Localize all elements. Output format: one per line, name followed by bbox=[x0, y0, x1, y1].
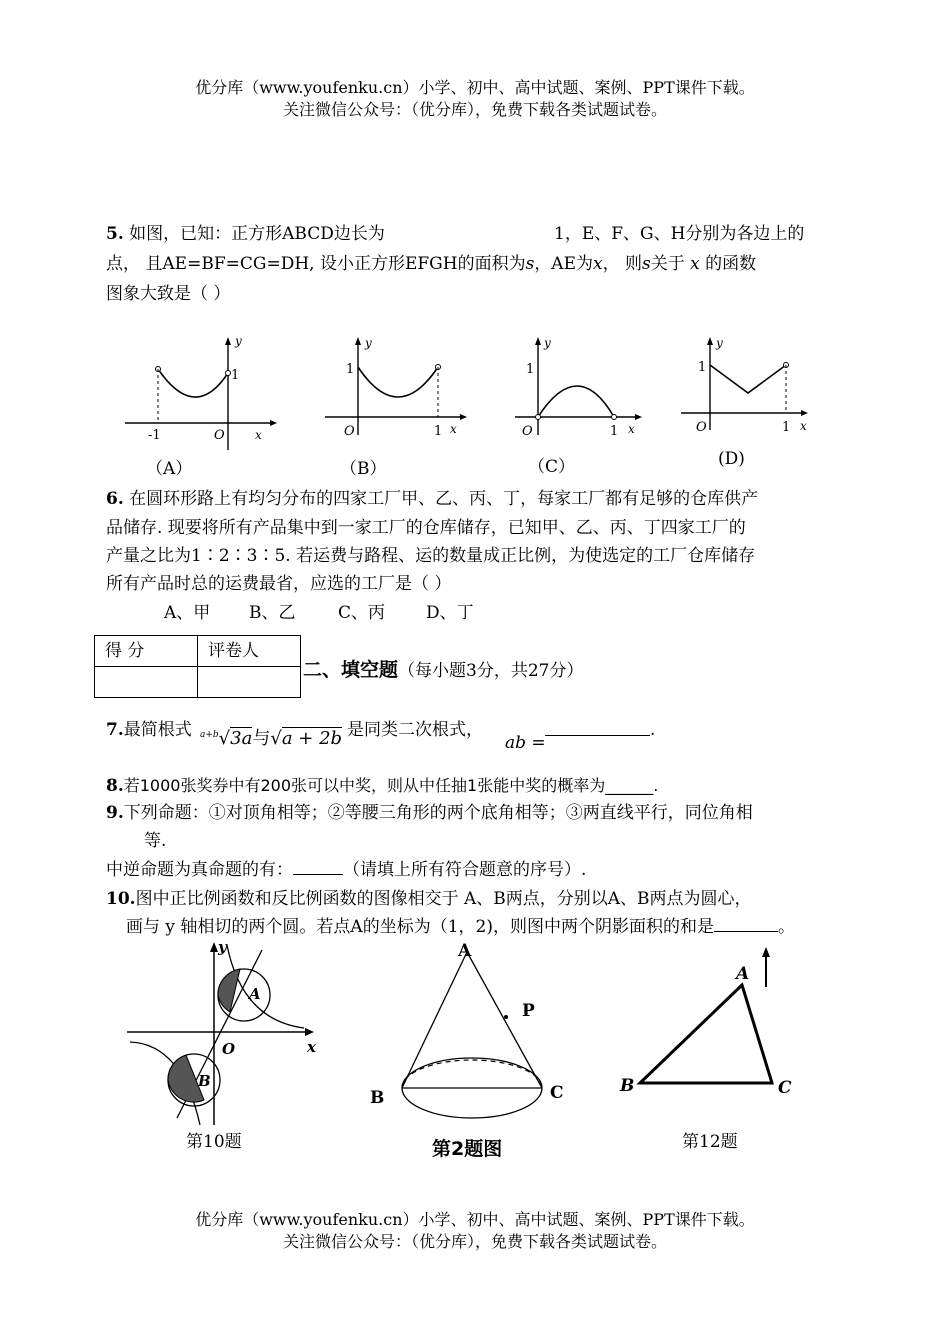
graph-c-one-x-label: 1 bbox=[610, 424, 619, 439]
q9-line-1 bbox=[106, 798, 753, 828]
q7-ab: ab = bbox=[505, 733, 546, 753]
q7-number: 7. bbox=[106, 720, 124, 740]
graph-b-x-label: x bbox=[450, 422, 457, 436]
q7-end: . bbox=[650, 720, 656, 740]
q7-root-index: a+b bbox=[200, 730, 219, 740]
header-line-1: 优分库（www.youfenku.cn）小学、初中、高中试题、案例、PPT课件下载。 bbox=[195, 78, 755, 97]
q6-option-d: D、丁 bbox=[426, 603, 474, 623]
graph-c-x-label: x bbox=[628, 422, 635, 436]
q7-and: 与 bbox=[252, 728, 271, 749]
q10-line-2a: 画与 y 轴相切的两个圆。若点A的坐标为（1，2)，则图中两个阴影面积的和是 bbox=[126, 917, 714, 937]
graph-b bbox=[320, 335, 470, 445]
q6-line-4: 所有产品时总的运费最省，应选的工厂是（ ） bbox=[106, 574, 452, 594]
q10-number: 10. bbox=[106, 889, 136, 909]
fig10-x-label: x bbox=[307, 1038, 316, 1056]
graph-b-one-x-label: 1 bbox=[434, 424, 443, 439]
graph-d-y-label: y bbox=[716, 336, 723, 350]
q5-line-3: 图象大致是（ ） bbox=[106, 284, 231, 304]
q5-line-2c: ， 则 bbox=[602, 254, 642, 274]
q7-line bbox=[106, 715, 192, 745]
graph-c-origin-label: O bbox=[522, 424, 533, 439]
q6-line-1-text: 在圆环形路上有均匀分布的四家工厂甲、乙、丙、丁，每家工厂都有足够的仓库供产 bbox=[129, 489, 759, 509]
q7-pre: 最简根式 bbox=[123, 720, 192, 740]
q7-answer-blank[interactable] bbox=[545, 735, 650, 736]
graph-c bbox=[510, 335, 650, 445]
q9-line-1-text: 下列命题：①对顶角相等；②等腰三角形的两个底角相等；③两直线平行，同位角相 bbox=[123, 803, 753, 823]
section-2-heading bbox=[303, 655, 583, 682]
graph-a-label: （A） bbox=[146, 459, 193, 479]
fig12-b-label: B bbox=[620, 1076, 635, 1096]
graph-b-origin-label: O bbox=[344, 424, 355, 439]
cone-a-label: A bbox=[458, 941, 472, 961]
var-s: s bbox=[525, 254, 535, 274]
q5-line-2d: 关于 bbox=[650, 254, 685, 274]
q7-radicals: $^{a+b}$√3a与√a + 2b bbox=[200, 728, 343, 749]
graph-d bbox=[676, 335, 816, 445]
q10-line-1 bbox=[106, 884, 752, 914]
q5-line-1b: 1，E、F、G、H分别为各边上的 bbox=[554, 224, 805, 244]
graph-c-y-label: y bbox=[544, 336, 551, 350]
graph-a-origin-label: O bbox=[214, 428, 225, 443]
q5-line-2a: 点， 且AE=BF=CG=DH, 设小正方形EFGH的面积为 bbox=[106, 254, 526, 274]
footer-line-2: 关注微信公众号：（优分库），免费下载各类试题试卷。 bbox=[282, 1232, 667, 1251]
q5-line-2e: 的函数 bbox=[705, 254, 757, 274]
score-cell bbox=[95, 667, 198, 698]
fig10-a-label: A bbox=[249, 985, 261, 1003]
q10-line-2 bbox=[126, 912, 795, 942]
graph-b-one-label: 1 bbox=[346, 362, 355, 377]
q9-line-3b: （请填上所有符合题意的序号）. bbox=[343, 860, 587, 880]
q9-number: 9. bbox=[106, 803, 124, 823]
cone-b-label: B bbox=[370, 1088, 385, 1108]
q6-line-2: 品储存. 现要将所有产品集中到一家工厂的仓库储存，已知甲、乙、丙、丁四家工厂的 bbox=[106, 518, 746, 538]
cone-p-label: P bbox=[522, 1001, 535, 1021]
fig10-origin-label: O bbox=[222, 1040, 236, 1058]
cone-c-label: C bbox=[550, 1083, 564, 1103]
cone-caption: 第2题图 bbox=[432, 1138, 503, 1160]
q9-answer-blank[interactable] bbox=[293, 856, 343, 875]
q9-line-2: 等. bbox=[144, 831, 167, 851]
q5-line-2 bbox=[106, 249, 756, 279]
q9-line-3a: 中逆命题为真命题的有： bbox=[106, 860, 293, 880]
footer-line-1: 优分库（www.youfenku.cn）小学、初中、高中试题、案例、PPT课件下载。 bbox=[195, 1210, 755, 1229]
graph-b-y-label: y bbox=[365, 336, 372, 350]
graph-a-y-label: y bbox=[235, 335, 242, 348]
var-x-2: x bbox=[690, 254, 700, 274]
q6-number: 6. bbox=[106, 489, 124, 509]
q6-option-b: B、乙 bbox=[249, 603, 296, 623]
graph-c-label: （C） bbox=[528, 457, 576, 477]
graph-a-neg-one-label: -1 bbox=[148, 428, 161, 443]
q5-line-1a: 如图，已知：正方形ABCD边长为 bbox=[129, 224, 385, 244]
fig10-caption: 第10题 bbox=[186, 1132, 242, 1152]
q8-number: 8. bbox=[106, 776, 124, 796]
fig12-caption: 第12题 bbox=[682, 1132, 738, 1152]
q7-radicand-2: a + 2b bbox=[281, 728, 343, 749]
q5-line-2b: ，AE为 bbox=[534, 254, 593, 274]
var-x: x bbox=[593, 254, 603, 274]
graph-d-label: (D) bbox=[718, 449, 745, 469]
q6-line-1 bbox=[106, 484, 758, 514]
figure-12 bbox=[612, 945, 812, 1105]
graph-d-one-x-label: 1 bbox=[782, 420, 791, 435]
q5-number: 5. bbox=[106, 224, 124, 244]
q10-line-1-text: 图中正比例函数和反比例函数的图像相交于 A、B两点，分别以A、B两点为圆心， bbox=[135, 889, 752, 909]
graph-d-origin-label: O bbox=[696, 420, 707, 435]
score-header: 得 分 bbox=[95, 636, 198, 667]
q6-line-3: 产量之比为1∶2∶3∶5. 若运费与路程、运的数量成正比例，为使选定的工厂仓库储存 bbox=[106, 546, 756, 566]
q7-post: 是同类二次根式， bbox=[347, 720, 483, 740]
graph-a-one-label: 1 bbox=[231, 368, 240, 383]
graph-d-x-label: x bbox=[800, 419, 807, 433]
var-s-2: s bbox=[642, 254, 651, 274]
q9-line-3 bbox=[106, 855, 586, 885]
q6-option-a: A、甲 bbox=[164, 603, 211, 623]
figure-cone bbox=[360, 940, 580, 1135]
q10-answer-blank[interactable] bbox=[714, 913, 778, 932]
figure-10 bbox=[122, 940, 322, 1130]
graph-d-one-label: 1 bbox=[698, 360, 707, 375]
section-2-title: 二、填空题 bbox=[303, 659, 399, 681]
fig12-a-label: A bbox=[736, 964, 750, 984]
graph-a bbox=[120, 335, 280, 455]
fig10-b-label: B bbox=[198, 1072, 211, 1090]
q8-line bbox=[106, 771, 658, 801]
q5-line-1 bbox=[106, 219, 385, 249]
q8-text: 若1000张奖券中有200张可以中奖，则从中任抽1张能中奖的概率为______. bbox=[123, 776, 659, 795]
q6-option-c: C、丙 bbox=[338, 603, 386, 623]
grader-cell bbox=[198, 667, 301, 698]
q7-radicand-1: 3a bbox=[230, 728, 253, 749]
section-2-note: （每小题3分，共27分） bbox=[398, 661, 584, 681]
q10-line-2b: 。 bbox=[777, 917, 795, 937]
graph-c-one-label: 1 bbox=[526, 362, 535, 377]
graph-a-x-label: x bbox=[255, 428, 262, 442]
grader-header: 评卷人 bbox=[198, 636, 301, 667]
header-line-2: 关注微信公众号：（优分库），免费下载各类试题试卷。 bbox=[282, 100, 667, 119]
fig10-y-label: y bbox=[218, 940, 227, 956]
score-table bbox=[94, 635, 301, 698]
graph-b-label: （B） bbox=[340, 459, 387, 479]
fig12-c-label: C bbox=[778, 1078, 792, 1098]
